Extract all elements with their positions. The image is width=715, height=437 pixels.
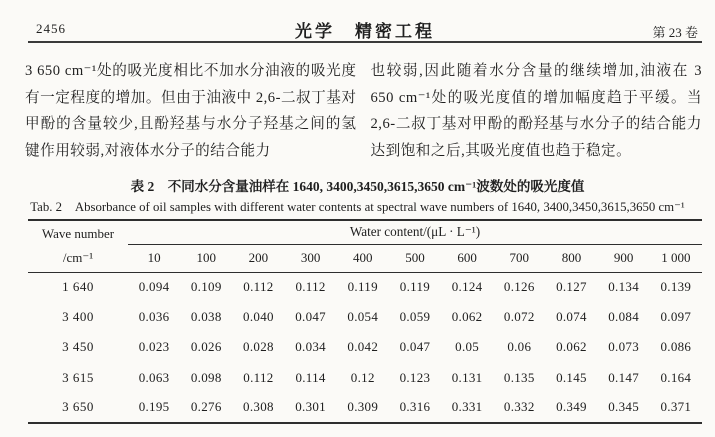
absorbance-cell: 0.023 — [138, 339, 170, 355]
absorbance-cell: 0.119 — [399, 279, 431, 295]
water-content-column-header: 700 — [493, 244, 545, 272]
absorbance-cell: 0.042 — [347, 339, 379, 355]
table-caption-zh: 表 2 不同水分含量油样在 1640, 3400,3450,3615,3650 cm⁻¹波数处的吸光度值 — [130, 179, 585, 194]
absorbance-cell: 0.047 — [295, 309, 326, 325]
absorbance-cell: 0.086 — [660, 339, 692, 355]
absorbance-cell: 0.072 — [503, 309, 535, 325]
absorbance-cell: 0.074 — [556, 309, 587, 325]
absorbance-cell: 0.063 — [138, 369, 170, 385]
water-content-column-header: 10 — [128, 244, 180, 272]
absorbance-cell: 0.139 — [660, 279, 692, 295]
absorbance-cell: 0.073 — [608, 339, 639, 355]
absorbance-cell: 0.112 — [243, 369, 274, 385]
water-content-values-row — [28, 244, 702, 272]
absorbance-cell: 0.036 — [138, 309, 170, 325]
absorbance-cell: 0.114 — [295, 369, 326, 385]
absorbance-cell: 0.134 — [608, 279, 639, 295]
table-body — [28, 272, 702, 423]
absorbance-cell: 0.05 — [455, 339, 480, 355]
absorbance-cell: 0.026 — [190, 339, 222, 355]
absorbance-cell: 0.062 — [556, 339, 587, 355]
absorbance-cell: 0.308 — [243, 399, 274, 415]
table-caption-en: Tab. 2 Absorbance of oil samples with different water contents at spectral wave numbers of 1640, 3400,3450,3615,3650 cm⁻¹ — [30, 200, 685, 214]
absorbance-cell: 0.301 — [295, 399, 326, 415]
water-content-column-header: 800 — [545, 244, 597, 272]
table-head — [28, 220, 702, 272]
absorbance-cell: 0.038 — [190, 309, 222, 325]
absorbance-cell: 0.047 — [399, 339, 431, 355]
absorbance-cell: 0.062 — [451, 309, 483, 325]
absorbance-cell: 0.127 — [556, 279, 587, 295]
table-head-row-top — [28, 220, 702, 244]
absorbance-cell: 0.094 — [138, 279, 170, 295]
running-head — [28, 17, 702, 43]
absorbance-cell: 0.124 — [451, 279, 483, 295]
table-row — [28, 363, 702, 393]
body-column-right: 也较弱,因此随着水分含量的继续增加,油液在 3 650 cm⁻¹处的吸光度值的增加幅度趋于平缓。当 2,6-二叔丁基对甲酚的酚羟基与水分子的结合能力达到饱和之后,其吸光度值也趋于稳定。 — [370, 63, 702, 159]
absorbance-cell: 0.12 — [350, 369, 375, 385]
page-number: 2456 — [36, 21, 66, 36]
absorbance-cell: 0.097 — [660, 309, 692, 325]
water-content-column-header: 400 — [337, 244, 389, 272]
absorbance-cell: 0.084 — [608, 309, 639, 325]
body-text — [25, 58, 702, 166]
water-content-column-header: 100 — [180, 244, 232, 272]
wave-number-cell: 3 450 — [62, 339, 94, 355]
volume-label: 第 23 卷 — [652, 25, 698, 40]
absorbance-cell: 0.131 — [451, 369, 483, 385]
table-row — [28, 332, 702, 362]
water-content-column-header: 200 — [232, 244, 284, 272]
absorbance-table-wrap — [28, 219, 702, 424]
absorbance-cell: 0.135 — [503, 369, 535, 385]
absorbance-cell: 0.276 — [190, 399, 222, 415]
absorbance-cell: 0.309 — [347, 399, 379, 415]
wave-number-unit: /cm⁻¹ — [62, 250, 94, 266]
absorbance-cell: 0.119 — [347, 279, 378, 295]
absorbance-cell: 0.349 — [556, 399, 587, 415]
absorbance-cell: 0.332 — [503, 399, 535, 415]
water-content-column-header: 600 — [441, 244, 493, 272]
table-row — [28, 272, 702, 302]
absorbance-cell: 0.345 — [608, 399, 639, 415]
wave-number-cell: 3 615 — [62, 369, 94, 385]
water-content-span-header: Water content/(μL · L⁻¹) — [128, 220, 702, 244]
wave-number-column-header — [28, 220, 128, 272]
absorbance-cell: 0.331 — [451, 399, 483, 415]
journal-title: 光学 精密工程 — [295, 22, 435, 41]
absorbance-cell: 0.034 — [295, 339, 326, 355]
absorbance-cell: 0.123 — [399, 369, 431, 385]
wave-number-cell: 1 640 — [62, 279, 94, 295]
absorbance-cell: 0.028 — [243, 339, 274, 355]
absorbance-table — [28, 219, 702, 424]
wave-number-cell: 3 400 — [62, 309, 94, 325]
body-column-left: 3 650 cm⁻¹处的吸光度相比不加水分油液的吸光度有一定程度的增加。但由于油液中 2,6-二叔丁基对甲酚的含量较少,且酚羟基与水分子羟基之间的氢键作用较弱,对液体水分子的结合能力 — [25, 63, 357, 159]
water-content-column-header: 500 — [389, 244, 441, 272]
wave-number-cell: 3 650 — [62, 399, 94, 415]
absorbance-cell: 0.054 — [347, 309, 379, 325]
absorbance-cell: 0.112 — [243, 279, 274, 295]
absorbance-cell: 0.059 — [399, 309, 431, 325]
absorbance-cell: 0.164 — [660, 369, 692, 385]
absorbance-cell: 0.040 — [243, 309, 274, 325]
absorbance-cell: 0.195 — [138, 399, 170, 415]
absorbance-cell: 0.112 — [295, 279, 326, 295]
absorbance-cell: 0.098 — [190, 369, 222, 385]
absorbance-cell: 0.145 — [556, 369, 587, 385]
wave-number-label: Wave number — [41, 226, 115, 242]
absorbance-cell: 0.316 — [399, 399, 431, 415]
table-row — [28, 302, 702, 332]
water-content-column-header: 900 — [598, 244, 650, 272]
water-content-column-header: 1 000 — [650, 244, 702, 272]
table-row — [28, 393, 702, 423]
absorbance-cell: 0.109 — [190, 279, 222, 295]
water-content-column-header: 300 — [285, 244, 337, 272]
absorbance-cell: 0.126 — [503, 279, 535, 295]
absorbance-cell: 0.06 — [507, 339, 532, 355]
absorbance-cell: 0.147 — [608, 369, 639, 385]
absorbance-cell: 0.371 — [660, 399, 692, 415]
